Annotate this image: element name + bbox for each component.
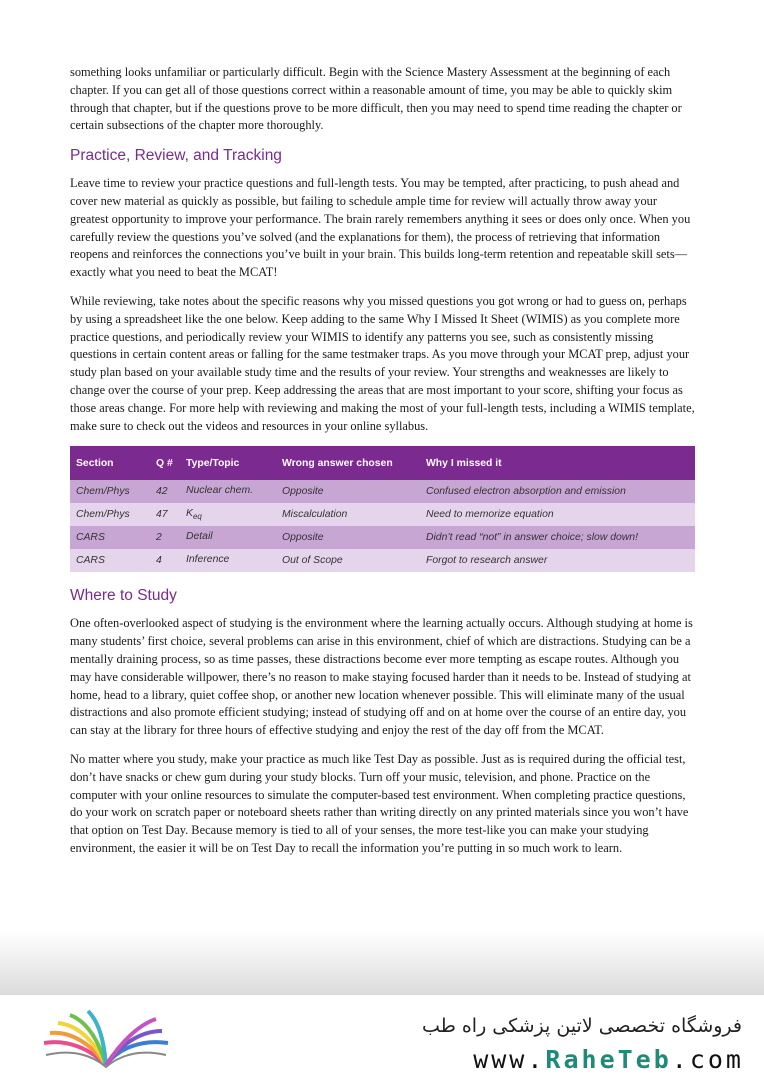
col-header-topic: Type/Topic xyxy=(180,446,276,480)
cell-section: Chem/Phys xyxy=(70,480,150,503)
open-book-rainbow-icon xyxy=(42,1009,170,1071)
cell-wrong: Opposite xyxy=(276,480,420,503)
topic-text: Nuclear chem. xyxy=(186,485,253,497)
page-content xyxy=(70,64,695,869)
cell-wrong: Miscalculation xyxy=(276,503,420,526)
topic-subscript: eq xyxy=(192,512,202,522)
store-url[interactable] xyxy=(473,1045,744,1074)
cell-section: CARS xyxy=(70,549,150,572)
col-header-why: Why I missed it xyxy=(420,446,695,480)
cell-why: Didn’t read “not” in answer choice; slow down! xyxy=(420,526,695,549)
table-row xyxy=(70,549,695,572)
heading-where-to-study: Where to Study xyxy=(70,587,177,605)
table-row xyxy=(70,503,695,526)
intro-paragraph: something looks unfamiliar or particularly difficult. Begin with the Science Mastery Assessment at the beginning of each chapter. If you can get all of those questions correct within a reasonable amount of time, you may be able to quickly skim through that chapter, but if the questions prove to be more difficult, then you may need to spend time reading the chapter or certain subsections of the chapter more thoroughly. xyxy=(70,65,682,133)
page-bottom-shadow xyxy=(0,930,764,1000)
url-highlight: RaheTeb xyxy=(545,1045,672,1074)
cell-topic xyxy=(180,526,276,549)
url-suffix: .com xyxy=(671,1045,744,1074)
where-paragraph-2: No matter where you study, make your practice as much like Test Day as possible. Just as is required during the official test, don’t have snacks or chew gum during your study blocks. Turn off your music, television, and phone. Practice on the computer with your online resources to simulate the computer-based test environment. When completing practice questions, do your work on scratch paper or noteboard sheets rather than writing directly on any printed materials since you won’t have that option on Test Day. Because memory is tied to all of your senses, the more test-like you can make your studying environment, the easier it will be on Test Day to recall the information you’re putting in so much work to learn. xyxy=(70,751,689,855)
cell-section: Chem/Phys xyxy=(70,503,150,526)
cell-wrong: Out of Scope xyxy=(276,549,420,572)
col-header-q: Q # xyxy=(150,446,180,480)
table-row xyxy=(70,526,695,549)
heading-practice-review: Practice, Review, and Tracking xyxy=(70,147,282,165)
cell-q: 2 xyxy=(150,526,180,549)
wimis-header-row xyxy=(70,446,695,480)
store-footer xyxy=(0,995,764,1080)
cell-q: 47 xyxy=(150,503,180,526)
wimis-table xyxy=(70,446,695,572)
cell-wrong: Opposite xyxy=(276,526,420,549)
practice-paragraph-1: Leave time to review your practice questions and full-length tests. You may be tempted, after practicing, to push ahead and cover new material as quickly as possible, but failing to schedule ample time for review will actually throw away your greatest opportunity to improve your performance. The brain rarely remembers anything it sees or does only once. When you carefully review the questions you’ve solved (and the explanations for them), the process of retrieving that information reopens and reinforces the connections you’ve built in your brain. This builds long-term retention and repeatable skill sets—exactly what you need to beat the MCAT! xyxy=(70,176,691,280)
cell-why: Forgot to research answer xyxy=(420,549,695,572)
col-header-section: Section xyxy=(70,446,150,480)
topic-text: Detail xyxy=(186,531,213,543)
cell-topic xyxy=(180,549,276,572)
col-header-wrong: Wrong answer chosen xyxy=(276,446,420,480)
cell-topic xyxy=(180,503,276,526)
cell-q: 4 xyxy=(150,549,180,572)
cell-topic xyxy=(180,480,276,503)
topic-text: K xyxy=(186,508,193,520)
store-name: فروشگاه تخصصی لاتین پزشکی راه طب xyxy=(422,1015,742,1037)
where-paragraph-1: One often-overlooked aspect of studying is the environment where the learning actually occurs. Although studying at home is many students’ first choice, several problems can arise in this environment, chief of which are distractions. Studying can be a mentally draining process, so as time passes, these distractions become ever more tempting as escape routes. Although you may have considerable willpower, there’s no reason to make staying focused harder than it needs to be. Instead of studying at home, head to a library, quiet coffee shop, or another new location whenever possible. This will eliminate many of the usual distractions and also promote efficient studying; instead of studying off and on at home over the course of an entire day, you can stay at the library for three hours of effective studying and enjoy the rest of the day off from the MCAT. xyxy=(70,616,693,738)
practice-paragraph-2: While reviewing, take notes about the specific reasons why you missed questions you got wrong or had to guess on, perhaps by using a spreadsheet like the one below. Keep adding to the same Why I Missed It Sheet (WIMIS) as you complete more practice questions, and periodically review your WIMIS to identify any patterns you see, such as consistently missing questions in certain content areas or falling for the same testmaker traps. As you move through your MCAT prep, adjust your study plan based on your available study time and the results of your review. Your strengths and weaknesses are likely to change over the course of your prep. Keep addressing the areas that are most important to your score, shifting your focus as those areas change. For more help with reviewing and making the most of your full-length tests, including a WIMIS template, make sure to check out the videos and resources in your online syllabus. xyxy=(70,293,695,433)
cell-section: CARS xyxy=(70,526,150,549)
cell-q: 42 xyxy=(150,480,180,503)
table-row xyxy=(70,480,695,503)
topic-text: Inference xyxy=(186,554,230,566)
url-prefix: www. xyxy=(473,1045,546,1074)
cell-why: Need to memorize equation xyxy=(420,503,695,526)
cell-why: Confused electron absorption and emission xyxy=(420,480,695,503)
